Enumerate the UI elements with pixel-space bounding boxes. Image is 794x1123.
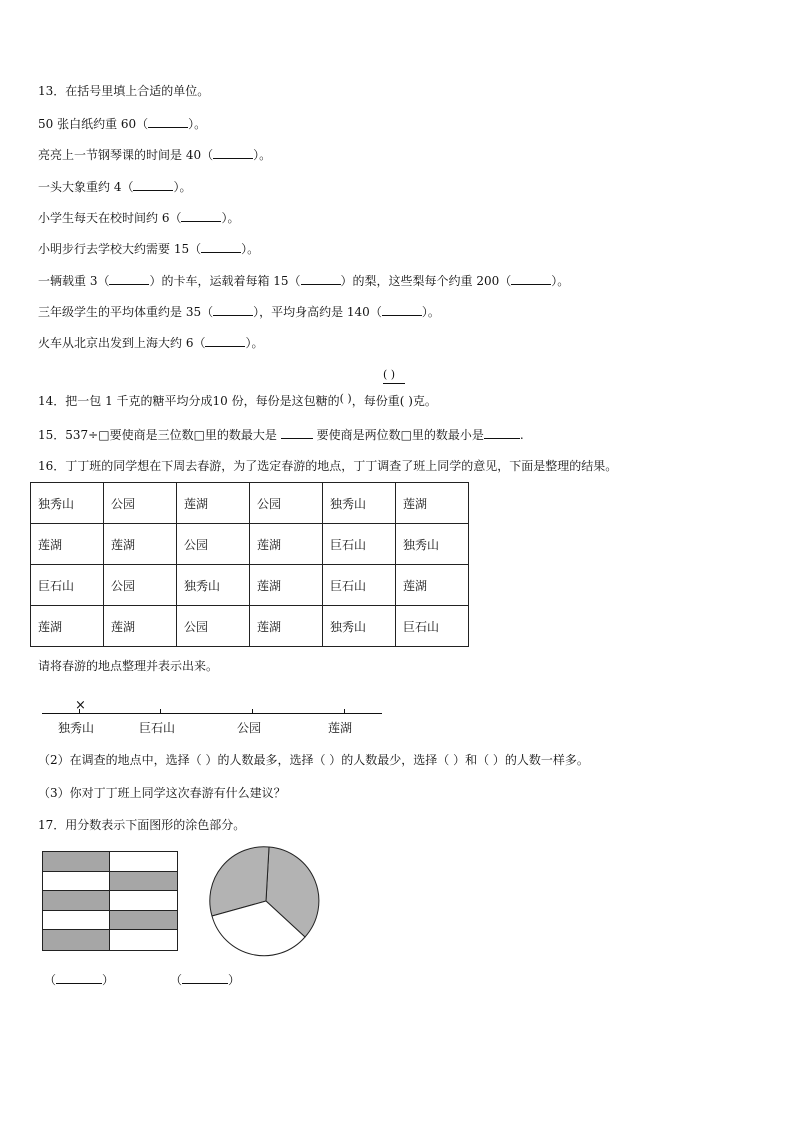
- q17-answer-2-close: ）: [228, 973, 241, 987]
- grid-cell-shaded: [43, 891, 110, 911]
- q13-answer-blank[interactable]: [181, 209, 221, 222]
- q16-title: 16．丁丁班的同学想在下周去春游，为了选定春游的地点，丁丁调查了班上同学的意见，下面是整理的结果。: [38, 459, 618, 473]
- q13-text: ）。: [221, 211, 240, 225]
- q13-line: [38, 146, 271, 163]
- q13-answer-blank[interactable]: [213, 303, 253, 316]
- table-cell: 莲湖: [177, 483, 250, 524]
- q13-line: [38, 303, 440, 320]
- table-cell: 莲湖: [31, 524, 104, 565]
- q13-text: 50 张白纸约重 60（: [38, 117, 149, 131]
- grid-cell-shaded: [110, 911, 177, 931]
- q17-answer-2-blank[interactable]: [182, 971, 228, 984]
- table-cell: 莲湖: [31, 606, 104, 647]
- table-cell: 莲湖: [396, 565, 469, 606]
- q13-title: 13．在括号里填上合适的单位。: [38, 84, 210, 98]
- q13-answer-blank[interactable]: [205, 334, 245, 347]
- grid-cell-white: [110, 891, 177, 911]
- q13-text: ）。: [245, 336, 264, 350]
- q13-text: 火车从北京出发到上海大约 6（: [38, 336, 206, 350]
- table-row: [31, 483, 469, 524]
- table-cell: 莲湖: [250, 606, 323, 647]
- q13-text: ），平均身高约是 140（: [253, 305, 382, 319]
- grid-cell-white: [110, 930, 177, 950]
- q17-answer-1-close: ）: [102, 973, 115, 987]
- q15-blank-1[interactable]: [281, 426, 313, 439]
- q13-line: [38, 272, 569, 289]
- q13-answer-blank[interactable]: [213, 146, 253, 159]
- q15-text-b: 要使商是两位数□里的数最小是: [316, 428, 484, 442]
- q13-text: 小明步行去学校大约需要 15（: [38, 242, 202, 256]
- q13-text: ）。: [173, 180, 192, 194]
- q16-instruction: 请将春游的地点整理并表示出来。: [38, 659, 219, 673]
- axis-tick: [160, 709, 161, 714]
- table-cell: 巨石山: [323, 524, 396, 565]
- q13-line: [38, 178, 191, 195]
- q13-answer-blank[interactable]: [133, 178, 173, 191]
- q13-line: [38, 115, 206, 132]
- q17-answer-2: [170, 971, 240, 988]
- q14-fraction-bar: [383, 383, 405, 384]
- table-row: [31, 565, 469, 606]
- q13-text: 亮亮上一节钢琴课的时间是 40（: [38, 148, 214, 162]
- q14: [38, 393, 437, 410]
- table-cell: 独秀山: [323, 606, 396, 647]
- q16-sub3: （3）你对丁丁班上同学这次春游有什么建议？: [38, 786, 286, 800]
- table-cell: 莲湖: [250, 565, 323, 606]
- q17-title: 17．用分数表示下面图形的涂色部分。: [38, 818, 246, 832]
- axis-tick: [344, 709, 345, 714]
- q13-line: [38, 334, 263, 351]
- q13-answer-blank[interactable]: [148, 115, 188, 128]
- axis-label-gongyuan: 公园: [237, 721, 262, 735]
- table-cell: 公园: [250, 483, 323, 524]
- table-row: [31, 524, 469, 565]
- tally-x-mark: ×: [75, 698, 86, 713]
- table-cell: 莲湖: [250, 524, 323, 565]
- table-cell: 独秀山: [31, 483, 104, 524]
- q13-text: 三年级学生的平均体重约是 35（: [38, 305, 214, 319]
- axis-label-lianhu: 莲湖: [328, 721, 353, 735]
- q13-text: 小学生每天在校时间约 6（: [38, 211, 182, 225]
- q13-text: 一头大象重约 4（: [38, 180, 134, 194]
- table-cell: 公园: [177, 606, 250, 647]
- axis-label-jushishan: 巨石山: [139, 721, 176, 735]
- table-cell: 莲湖: [104, 606, 177, 647]
- table-cell: 巨石山: [396, 606, 469, 647]
- table-cell: 莲湖: [104, 524, 177, 565]
- survey-table: [30, 482, 469, 647]
- table-cell: 公园: [177, 524, 250, 565]
- grid-cell-shaded: [43, 930, 110, 950]
- table-cell: 独秀山: [177, 565, 250, 606]
- q13-text: ）。: [253, 148, 272, 162]
- q14-fraction-denominator: ( ): [339, 392, 352, 405]
- table-cell: 独秀山: [323, 483, 396, 524]
- grid-cell-shaded: [110, 872, 177, 892]
- axis-label-duxiushan: 独秀山: [58, 721, 95, 735]
- table-row: [31, 606, 469, 647]
- table-cell: 巨石山: [31, 565, 104, 606]
- axis-tick: [79, 709, 80, 714]
- number-line-axis: [42, 713, 382, 714]
- q13-line: [38, 209, 239, 226]
- axis-tick: [252, 709, 253, 714]
- q13-text: ）。: [188, 117, 207, 131]
- q13-text: ）。: [551, 274, 570, 288]
- table-cell: 巨石山: [323, 565, 396, 606]
- shaded-grid-figure: [42, 851, 178, 951]
- table-cell: 莲湖: [396, 483, 469, 524]
- shaded-circle-figure: [208, 845, 324, 957]
- q13-text: ）。: [421, 305, 440, 319]
- q13-answer-blank[interactable]: [511, 272, 551, 285]
- q13-answer-blank[interactable]: [109, 272, 149, 285]
- q17-answer-1: [44, 971, 114, 988]
- q17-answer-1-blank[interactable]: [56, 971, 102, 984]
- q13-text: ）的梨，这些梨每个约重 200（: [340, 274, 512, 288]
- q17-answer-1-open: （: [44, 973, 57, 987]
- q16-sub2: （2）在调查的地点中，选择（ ）的人数最多，选择（ ）的人数最少，选择（ ）和（ ）的人数一样多。: [38, 753, 589, 767]
- q13-text: ）的卡车，运载着每箱 15（: [149, 274, 301, 288]
- q13-answer-blank[interactable]: [301, 272, 341, 285]
- q13-line: [38, 240, 259, 257]
- table-cell: 公园: [104, 483, 177, 524]
- q15: [38, 426, 524, 443]
- grid-cell-white: [43, 911, 110, 931]
- grid-cell-white: [110, 852, 177, 872]
- grid-cell-shaded: [43, 852, 110, 872]
- q14-text-b: ，每份重( )克。: [351, 394, 437, 408]
- q13-answer-blank[interactable]: [201, 240, 241, 253]
- q14-text-a: 14．把一包 1 千克的糖平均分成10 份，每份是这包糖的: [38, 394, 340, 408]
- q13-text: ）。: [241, 242, 260, 256]
- q13-text: 一辆载重 3（: [38, 274, 110, 288]
- table-cell: 独秀山: [396, 524, 469, 565]
- q15-blank-2[interactable]: [484, 426, 520, 439]
- table-cell: 公园: [104, 565, 177, 606]
- q15-text-a: 15．537÷□要使商是三位数□里的数最大是: [38, 428, 277, 442]
- grid-cell-white: [43, 872, 110, 892]
- q13-answer-blank[interactable]: [382, 303, 422, 316]
- q15-text-c: .: [519, 428, 524, 442]
- q17-answer-2-open: （: [170, 973, 183, 987]
- q14-fraction-numerator: ( ): [383, 368, 396, 381]
